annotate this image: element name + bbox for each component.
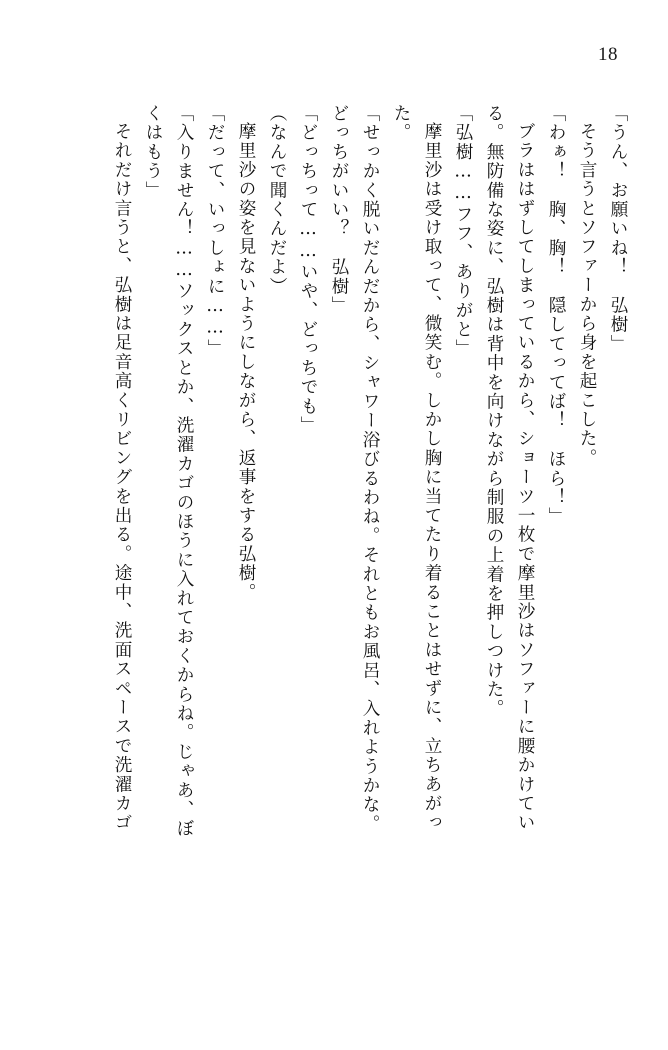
text-line: 「弘樹……フフ、ありがと」 <box>453 104 473 359</box>
text-line: 「せっかく脱いだんだから、シャワー浴びるわね。それともお風呂、入れようかな。 <box>360 104 380 834</box>
text-line: 「うん、お願いね！ 弘樹」 <box>608 104 628 354</box>
page-number: 18 <box>598 44 618 65</box>
text-line: くはもう」 <box>143 104 163 200</box>
text-line: る。無防備な姿に、弘樹は背中を向けながら制服の上着を押しつけた。 <box>484 104 504 719</box>
text-line: そう言うとソファーから身を起こした。 <box>577 122 597 468</box>
text-line: た。 <box>391 104 411 143</box>
text-line: 「入りません！……ソックスとか、洗濯カゴのほうに入れておくからね。じゃあ、ぼ <box>174 104 194 839</box>
text-line: ブラははずしてしまっているから、ショーツ一枚で摩里沙はソファーに腰かけてい <box>515 122 535 833</box>
text-line: （なんで聞くんだよ） <box>267 104 287 296</box>
vertical-body-text <box>42 104 626 1014</box>
text-line: 摩里沙の姿を見ないようにしながら、返事をする弘樹。 <box>236 122 256 602</box>
text-line: どっちがいい？ 弘樹」 <box>329 104 349 316</box>
text-line: 「どっちって……いや、どっちでも」 <box>298 104 318 436</box>
text-line: 摩里沙は受け取って、微笑む。しかし胸に当てたり着ることはせずに、立ちあがっ <box>422 122 442 833</box>
text-line: 「だって、いっしょに……」 <box>205 104 225 359</box>
text-line: 「わぁ！ 胸、胸！ 隠してってば！ ほら！」 <box>546 104 566 527</box>
text-line: それだけ言うと、弘樹は足音高くリビングを出る。途中、洗面スペースで洗濯カゴ <box>112 122 132 833</box>
